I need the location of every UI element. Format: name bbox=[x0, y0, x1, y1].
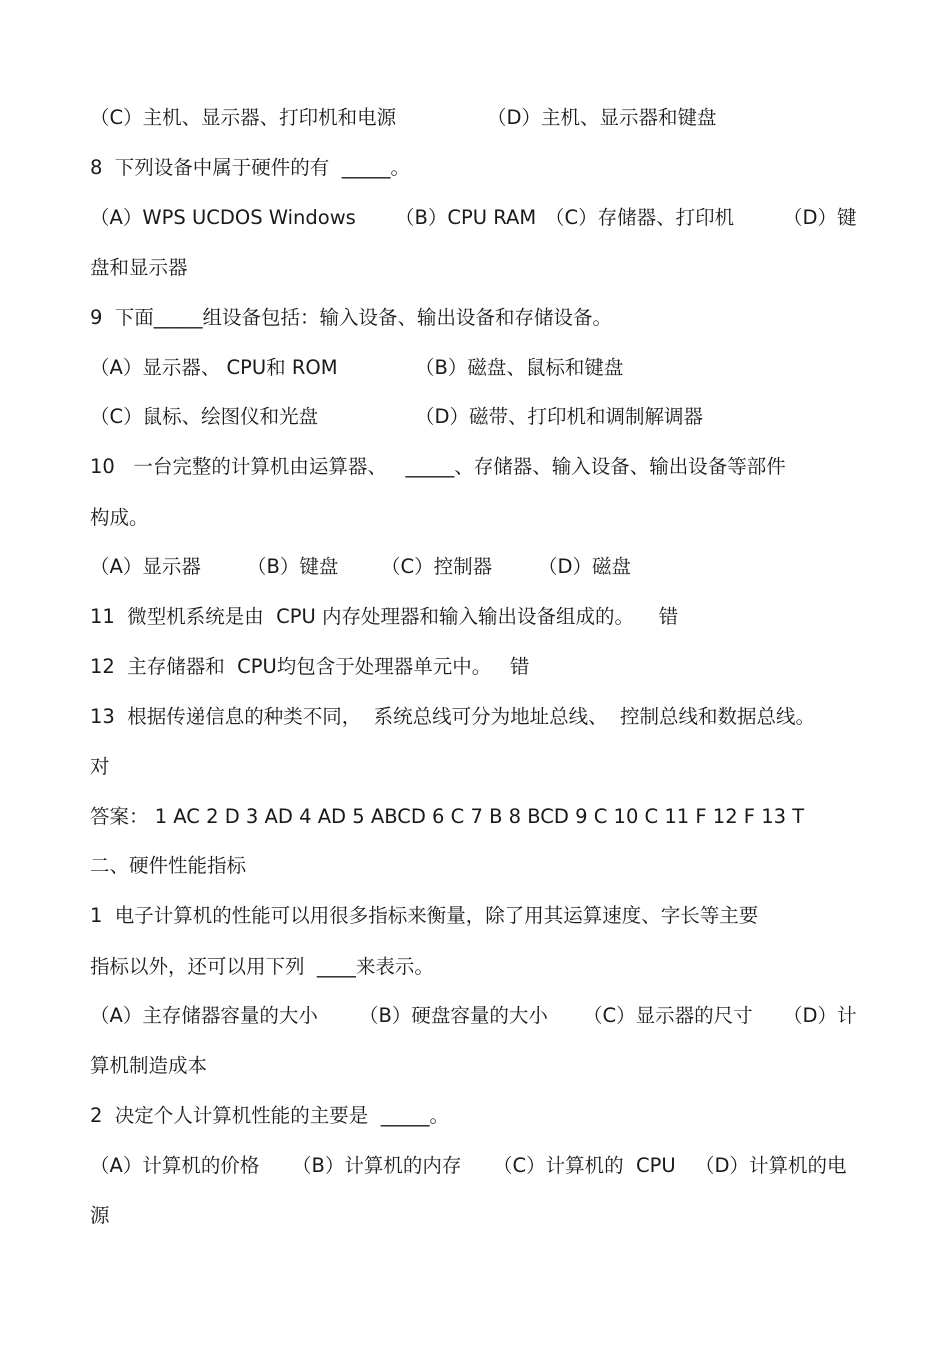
q8-option-d: （D）键 bbox=[783, 206, 857, 229]
s2-q2-option-c: （C）计算机的 CPU bbox=[493, 1154, 676, 1177]
q10-option-d: （D）磁盘 bbox=[538, 555, 632, 578]
q12-statement: 12 主存储器和 CPU均包含于处理器单元中。 错 bbox=[90, 655, 530, 678]
q10-question-cont: 构成。 bbox=[90, 506, 149, 529]
q9-question: 9 下面_____组设备包括：输入设备、输出设备和存储设备。 bbox=[90, 306, 613, 329]
s2-q1-option-d-cont: 算机制造成本 bbox=[90, 1054, 208, 1077]
q9-option-b: （B）磁盘、鼠标和键盘 bbox=[415, 356, 624, 379]
s2-q1-option-c: （C）显示器的尺寸 bbox=[583, 1004, 753, 1027]
q9-option-a: （A）显示器、 CPU和 ROM bbox=[90, 356, 338, 379]
section-heading: 二、硬件性能指标 bbox=[90, 854, 247, 877]
q9-option-c: （C）鼠标、绘图仪和光盘 bbox=[90, 405, 319, 428]
q8-option-d-cont: 盘和显示器 bbox=[90, 256, 188, 279]
q11-statement: 11 微型机系统是由 CPU 内存处理器和输入输出设备组成的。 错 bbox=[90, 605, 679, 628]
q13-statement: 13 根据传递信息的种类不同， 系统总线可分为地址总线、 控制总线和数据总线。 bbox=[90, 705, 816, 728]
q7-option-d: （D）主机、显示器和键盘 bbox=[487, 106, 717, 129]
s2-q1-question-cont: 指标以外，还可以用下列 ____来表示。 bbox=[90, 955, 434, 978]
s2-q1-option-d: （D）计 bbox=[783, 1004, 857, 1027]
q8-option-c: （C）存储器、打印机 bbox=[545, 206, 735, 229]
s2-q2-option-a: （A）计算机的价格 bbox=[90, 1154, 260, 1177]
s2-q2-option-d-cont: 源 bbox=[90, 1204, 110, 1227]
q10-option-b: （B）键盘 bbox=[247, 555, 339, 578]
s2-q2-option-d: （D）计算机的电 bbox=[695, 1154, 847, 1177]
s2-q2-option-b: （B）计算机的内存 bbox=[292, 1154, 462, 1177]
q8-question: 8 下列设备中属于硬件的有 _____。 bbox=[90, 156, 410, 179]
q7-option-c: （C）主机、显示器、打印机和电源 bbox=[90, 106, 397, 129]
q10-option-a: （A）显示器 bbox=[90, 555, 201, 578]
s2-q2-question: 2 决定个人计算机性能的主要是 _____。 bbox=[90, 1104, 449, 1127]
q8-option-a: （A）WPS UCDOS Windows bbox=[90, 206, 356, 229]
s2-q1-option-b: （B）硬盘容量的大小 bbox=[359, 1004, 548, 1027]
q10-question: 10 一台完整的计算机由运算器、 _____、存储器、输入设备、输出设备等部件 bbox=[90, 455, 786, 478]
q9-option-d: （D）磁带、打印机和调制解调器 bbox=[415, 405, 704, 428]
q8-option-b: （B）CPU RAM bbox=[395, 206, 537, 229]
answer-key: 答案： 1 AC 2 D 3 AD 4 AD 5 ABCD 6 C 7 B 8 BCD 9 C 10 C 11 F 12 F 13 T bbox=[90, 805, 805, 828]
s2-q1-option-a: （A）主存储器容量的大小 bbox=[90, 1004, 318, 1027]
q13-answer: 对 bbox=[90, 755, 110, 778]
s2-q1-question: 1 电子计算机的性能可以用很多指标来衡量，除了用其运算速度、字长等主要 bbox=[90, 904, 759, 927]
q10-option-c: （C）控制器 bbox=[381, 555, 493, 578]
